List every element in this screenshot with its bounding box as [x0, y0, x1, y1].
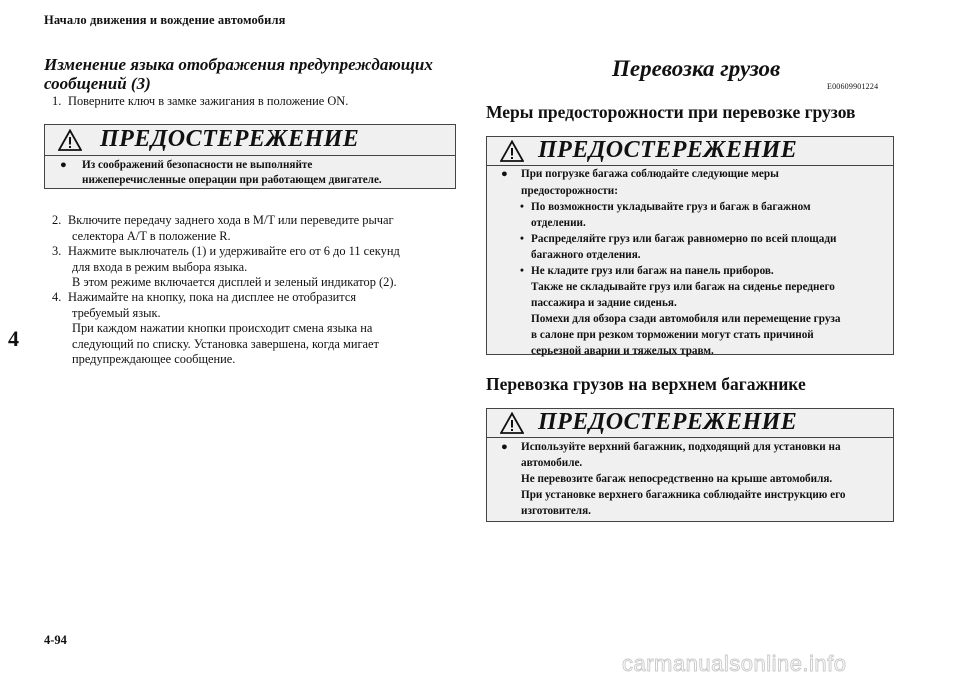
warning-box-cargo [486, 136, 894, 355]
left-title-line1: Изменение языка отображения предупреждающих [44, 55, 433, 74]
warning-line: Не перевозите багаж непосредственно на крыше автомобиля. [521, 473, 833, 485]
running-header: Начало движения и вождение автомобиля [44, 13, 286, 27]
warning-line: автомобиле. [521, 457, 583, 469]
left-title-line2: сообщений (3) [44, 74, 151, 93]
step-text: В этом режиме включается дисплей и зеленый индикатор (2). [72, 275, 397, 290]
sub-bullet-icon: • [520, 233, 524, 245]
bullet-icon: ● [501, 441, 508, 453]
page-title: Перевозка грузов [612, 56, 781, 81]
warning-line: багажного отделения. [531, 249, 641, 261]
warning-line: Помехи для обзора сзади автомобиля или перемещение груза [531, 313, 841, 325]
bullet-icon: ● [60, 159, 67, 171]
step-3 [52, 244, 462, 291]
step-text: селектора A/T в положение R. [72, 228, 231, 243]
step-number: 3. [52, 244, 62, 258]
step-2 [52, 213, 462, 244]
warning-line: предосторожности: [521, 185, 618, 197]
warning-line: Из соображений безопасности не выполняйте [82, 159, 313, 171]
step-text: При каждом нажатии кнопки происходит смена языка на [72, 321, 373, 336]
warning-triangle-icon [500, 412, 524, 434]
watermark-logo [622, 652, 952, 676]
step-text: Нажимайте на кнопку, пока на дисплее не отобразится [68, 290, 357, 304]
step-text: Поверните ключ в замке зажигания в положение ON. [68, 94, 349, 108]
step-number: 1. [52, 94, 62, 108]
step-text: требуемый язык. [72, 305, 161, 320]
warning-line: в салоне при резком торможении могут стать причиной [531, 329, 814, 341]
step-number: 2. [52, 213, 62, 227]
warning-header [45, 125, 455, 156]
step-text: Включите передачу заднего хода в M/T или переведите рычаг [68, 213, 394, 227]
step-number: 4. [52, 290, 62, 304]
warning-line: Распределяйте груз или багаж равномерно по всей площади [531, 233, 837, 245]
warning-line: Не кладите груз или багаж на панель приборов. [531, 265, 774, 277]
step-text: предупреждающее сообщение. [72, 352, 236, 367]
warning-line: При погрузке багажа соблюдайте следующие меры [521, 168, 779, 180]
chapter-tab: 4 [8, 326, 19, 351]
warning-line: пассажира и задние сиденья. [531, 297, 677, 309]
warning-line: серьезной аварии и тяжелых травм. [531, 345, 714, 357]
warning-title: ПРЕДОСТЕРЕЖЕНИЕ [538, 409, 798, 435]
warning-header [487, 409, 893, 438]
sub-bullet-icon: • [520, 201, 524, 213]
warning-line: нижеперечисленные операции при работающем двигателе. [82, 174, 382, 186]
warning-box-ignition [44, 124, 456, 189]
reference-code: E00609901224 [827, 82, 879, 91]
warning-line: Используйте верхний багажник, подходящий для установки на [521, 441, 841, 453]
warning-line: При установке верхнего багажника соблюдайте инструкцию его [521, 489, 846, 501]
sub-bullet-icon: • [520, 265, 524, 277]
warning-header [487, 137, 893, 166]
step-1 [52, 94, 348, 110]
bullet-icon: ● [501, 168, 508, 180]
watermark-text: carmanualsonline.info [622, 652, 847, 676]
warning-line: изготовителя. [521, 505, 591, 517]
warning-line: Также не складывайте груз или багаж на сиденье переднего [531, 281, 835, 293]
warning-triangle-icon [58, 129, 82, 151]
page-number: 4-94 [44, 633, 67, 647]
warning-title: ПРЕДОСТЕРЕЖЕНИЕ [538, 137, 798, 163]
warning-box-roof-rack [486, 408, 894, 522]
warning-title: ПРЕДОСТЕРЕЖЕНИЕ [100, 126, 360, 152]
step-text: Нажмите выключатель (1) и удерживайте его от 6 до 11 секунд [68, 244, 400, 258]
warning-triangle-icon [500, 140, 524, 162]
section-heading-precautions: Меры предосторожности при перевозке грузов [486, 102, 856, 122]
step-text: следующий по списку. Установка завершена, когда мигает [72, 336, 379, 351]
step-text: для входа в режим выбора языка. [72, 259, 248, 274]
left-section-title [44, 55, 464, 93]
warning-line: отделении. [531, 217, 586, 229]
warning-line: По возможности укладывайте груз и багаж в багажном [531, 201, 811, 213]
section-heading-roof-rack: Перевозка грузов на верхнем багажнике [486, 374, 806, 394]
step-4 [52, 290, 462, 368]
